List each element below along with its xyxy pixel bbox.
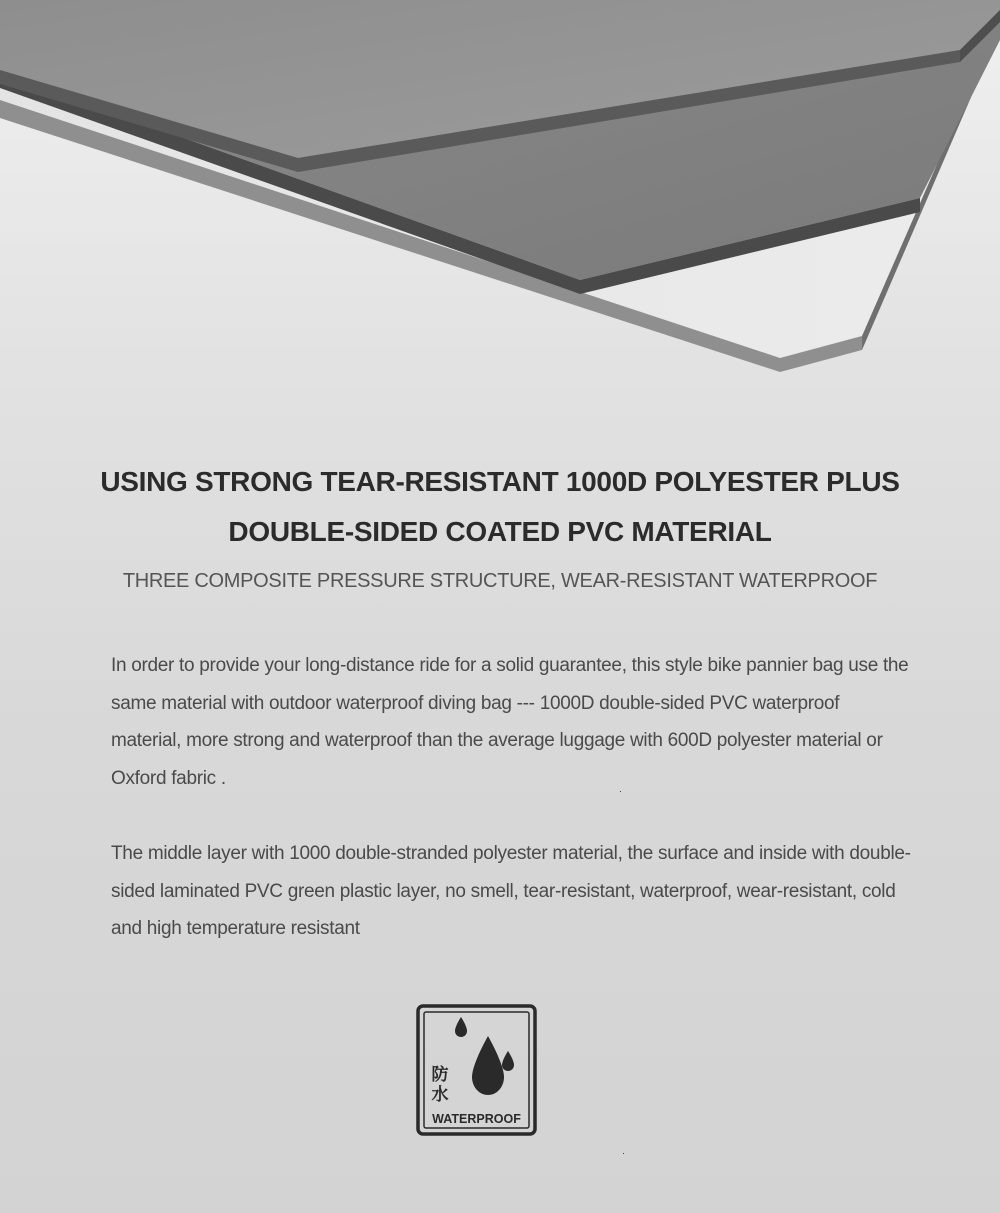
material-layers-illustration xyxy=(0,0,1000,400)
badge-chinese-line-2: 水 xyxy=(431,1085,449,1105)
headline-line-2: DOUBLE-SIDED COATED PVC MATERIAL xyxy=(228,516,772,547)
subheadline: THREE COMPOSITE PRESSURE STRUCTURE, WEAR-RESISTANT WATERPROOF xyxy=(122,570,878,592)
description-paragraph-1: In order to provide your long-distance ride for a solid guarantee, this style bike pannier bag use the same material with outdoor waterproof diving bag --- 1000D double-sided PVC waterproof material, more strong and waterproof than the average luggage with 600D polyester material or Oxford fabric . xyxy=(111,655,909,789)
speck xyxy=(620,791,621,792)
water-drops-icon xyxy=(455,1017,514,1095)
speck xyxy=(623,1153,624,1154)
badge-chinese-line-1: 防 xyxy=(431,1065,449,1085)
description-paragraph-2: The middle layer with 1000 double-stranded polyester material, the surface and inside with double-sided laminated PVC green plastic layer, no smell, tear-resistant, waterproof, wear-resistant, cold and high temperature resistant xyxy=(111,843,911,939)
waterproof-badge xyxy=(416,1004,537,1136)
badge-label: WATERPROOF xyxy=(432,1112,521,1126)
headline-line-1: USING STRONG TEAR-RESISTANT 1000D POLYESTER PLUS xyxy=(100,466,900,497)
